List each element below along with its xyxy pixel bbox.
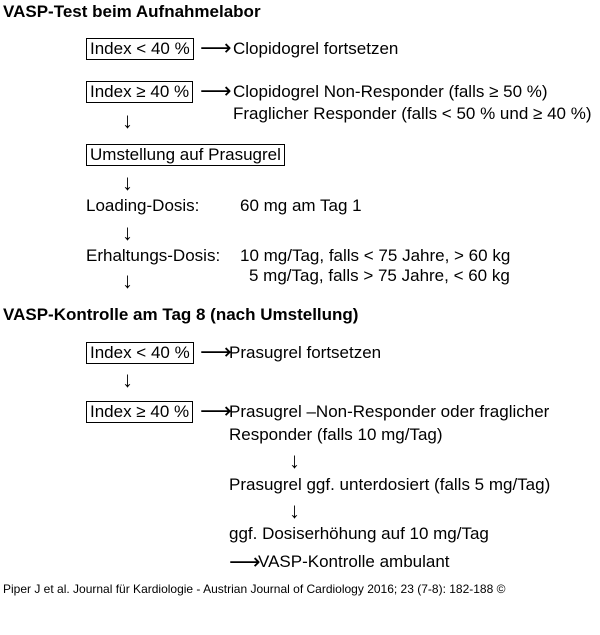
down-arrow-icon: ↓ (122, 268, 133, 293)
vasp-control-ambulant-text: VASP-Kontrolle ambulant (258, 552, 450, 571)
down-arrow-icon: ↓ (122, 367, 133, 392)
loading-dose-value: 60 mg am Tag 1 (240, 196, 362, 215)
index-above-40-box: Index ≥ 40 % (86, 81, 193, 103)
section1-heading: VASP-Test beim Aufnahmelabor (3, 2, 261, 21)
prasugrel-continue-text: Prasugrel fortsetzen (229, 343, 382, 362)
right-arrow-icon: ⟶ (229, 549, 261, 574)
prasugrel-non-responder-text: Prasugrel –Non-Responder oder fraglicher (229, 402, 550, 421)
clopidogrel-non-responder-text: Clopidogrel Non-Responder (falls ≥ 50 %) (233, 82, 548, 101)
right-arrow-icon: ⟶ (200, 398, 232, 423)
index-below-40-box-2: Index < 40 % (86, 342, 194, 364)
right-arrow-icon: ⟶ (200, 35, 232, 60)
clopidogrel-continue-text: Clopidogrel fortsetzen (233, 39, 399, 58)
loading-dose-label: Loading-Dosis: (86, 196, 200, 215)
index-below-40-box: Index < 40 % (86, 38, 194, 60)
dose-increase-text: ggf. Dosiserhöhung auf 10 mg/Tag (229, 524, 489, 543)
maintenance-dose-line2: 5 mg/Tag, falls > 75 Jahre, < 60 kg (249, 266, 510, 285)
questionable-responder-text: Fraglicher Responder (falls < 50 % und ≥ 40 %) (233, 104, 592, 123)
down-arrow-icon: ↓ (289, 498, 300, 523)
citation-text: Piper J et al. Journal für Kardiologie - Austrian Journal of Cardiology 2016; 23 (7-8): 182-188 © (3, 582, 506, 596)
switch-to-prasugrel-box: Umstellung auf Prasugrel (86, 144, 285, 166)
maintenance-dose-label: Erhaltungs-Dosis: (86, 246, 221, 265)
section2-heading: VASP-Kontrolle am Tag 8 (nach Umstellung) (3, 305, 359, 324)
right-arrow-icon: ⟶ (200, 339, 232, 364)
down-arrow-icon: ↓ (122, 220, 133, 245)
index-above-40-box-2: Index ≥ 40 % (86, 401, 193, 423)
down-arrow-icon: ↓ (122, 170, 133, 195)
maintenance-dose-line1: 10 mg/Tag, falls < 75 Jahre, > 60 kg (240, 246, 511, 265)
down-arrow-icon: ↓ (122, 108, 133, 133)
prasugrel-underdosed-text: Prasugrel ggf. unterdosiert (falls 5 mg/Tag) (229, 475, 551, 494)
right-arrow-icon: ⟶ (200, 78, 232, 103)
down-arrow-icon: ↓ (289, 448, 300, 473)
prasugrel-responder-text: Responder (falls 10 mg/Tag) (229, 425, 443, 444)
